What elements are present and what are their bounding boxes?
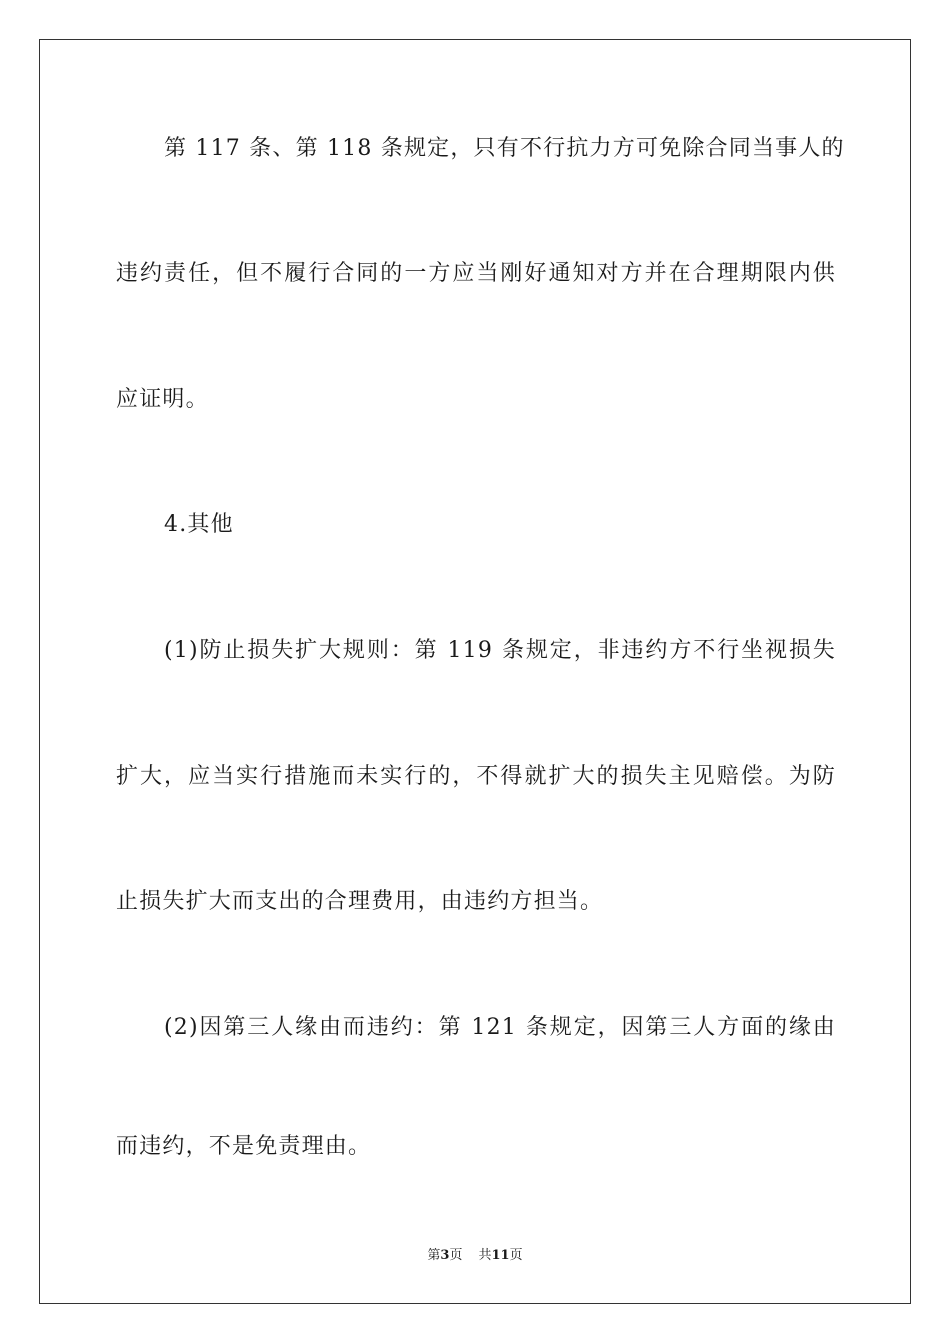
- footer-page-prefix: 第: [427, 1248, 441, 1263]
- page-border: [39, 39, 911, 1304]
- paragraph-line-3: 应证明。: [116, 387, 209, 412]
- paragraph-line-5: 扩大，应当实行措施而未实行的，不得就扩大的损失主见赔偿。为防: [116, 764, 836, 789]
- footer-page-number: 3: [440, 1248, 450, 1263]
- paragraph-line-4: (1)防止损失扩大规则：第 119 条规定，非违约方不行坐视损失: [164, 638, 836, 663]
- footer-total-suffix: 页: [509, 1248, 523, 1263]
- footer-page-suffix: 页: [449, 1248, 463, 1263]
- paragraph-line-6: 止损失扩大而支出的合理费用，由违约方担当。: [116, 889, 604, 914]
- page-footer: [0, 1247, 950, 1265]
- paragraph-line-7: (2)因第三人缘由而违约：第 121 条规定，因第三人方面的缘由: [164, 1015, 836, 1040]
- paragraph-line-2: 违约责任，但不履行合同的一方应当刚好通知对方并在合理期限内供: [116, 261, 836, 286]
- paragraph-line-1: 第 117 条、第 118 条规定，只有不行抗力方可免除合同当事人的: [164, 136, 845, 161]
- paragraph-line-8: 而违约，不是免责理由。: [116, 1134, 372, 1159]
- footer-total-pages: 11: [491, 1248, 510, 1263]
- section-heading: 4.其他: [164, 512, 234, 537]
- footer-total-prefix: 共: [478, 1248, 492, 1263]
